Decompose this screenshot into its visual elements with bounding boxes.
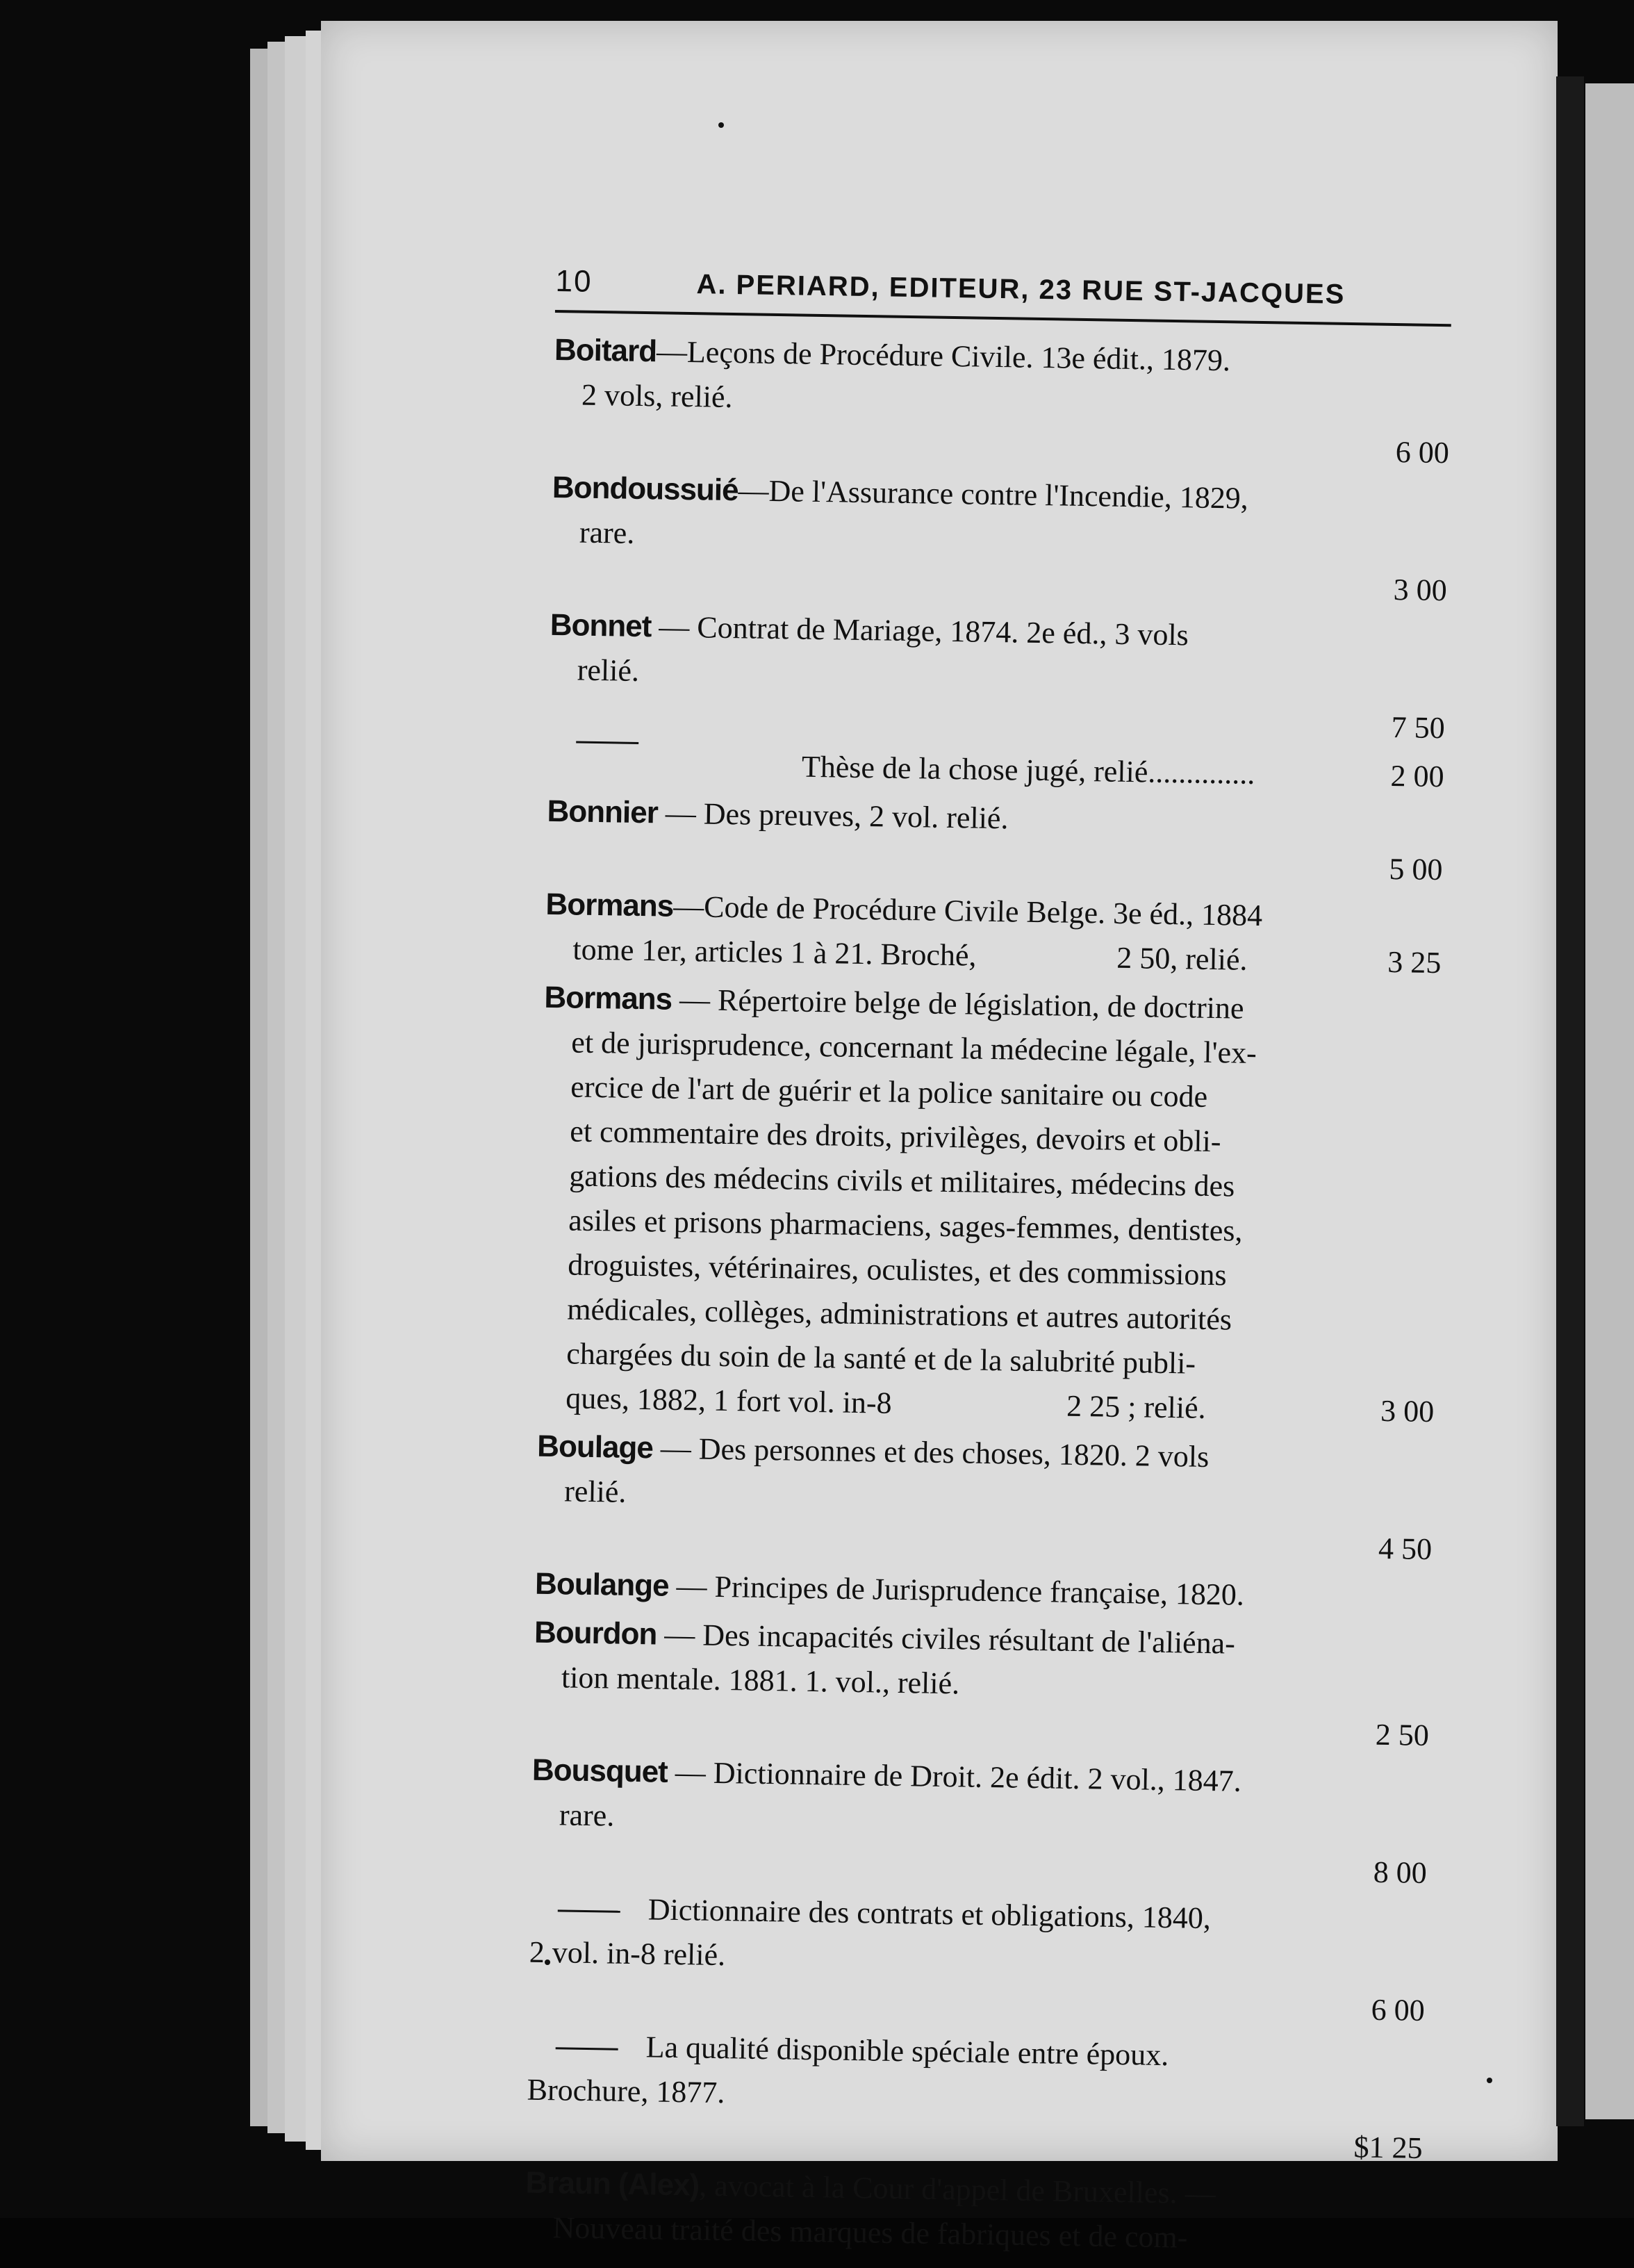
entry-price: 6 00 (1395, 435, 1450, 470)
entry-continuation: relié. (563, 1474, 627, 1509)
entry-author: Bormans (545, 887, 674, 923)
entry-first-line (547, 741, 1444, 799)
entry-author: Bormans (544, 980, 672, 1017)
entry-continuation: Brochure, 1877. (527, 2072, 725, 2110)
entry-continuation: rare. (559, 1798, 615, 1833)
catalog-entry (533, 1611, 1431, 1758)
entry-author: Braun (Alex) (525, 2165, 700, 2203)
entry-line: Nouveau traité des marques de fabriques et de com- (552, 2210, 1188, 2255)
entry-line: asiles et prisons pharmaciens, sages-femmes, dentistes, (568, 1203, 1243, 1248)
entry-price: 3 25 (1387, 944, 1442, 980)
entry-author: Bondoussuié (552, 470, 738, 508)
catalog-entry (547, 741, 1444, 799)
catalog-entry (526, 2023, 1424, 2171)
entry-title: — Contrat de Mariage, 1874. 2e éd., 3 vols (650, 609, 1189, 652)
entry-title: —Leçons de Procédure Civile. 13e édit., 1879. (656, 334, 1231, 378)
entry-title: — Principes de Jurisprudence française, 1820. (668, 1568, 1245, 1612)
entry-title: La qualité disponible spéciale entre époux. (645, 2030, 1169, 2073)
entry-title: —Code de Procédure Civile Belge. 3e éd., 1884 (672, 889, 1263, 933)
catalog-entry (548, 603, 1446, 750)
entry-line: chargées du soin de la santé et de la salubrité publi- (566, 1336, 1196, 1381)
entry-price: 6 00 (1371, 1992, 1426, 2028)
entry-price: 4 50 (1378, 1531, 1433, 1567)
entry-line: médicales, collèges, administrations et autres autorités (566, 1292, 1232, 1337)
entry-title: — Des incapacités civiles résultant de l'aliéna- (656, 1617, 1236, 1661)
entry-author: Boitard (554, 332, 657, 369)
entry-title: —De l'Assurance contre l'Incendie, 1829, (738, 473, 1249, 516)
entry-line: droguistes, vétérinaires, oculistes, et des commissions (567, 1247, 1227, 1292)
entry-price: 5 00 (1389, 851, 1443, 887)
entry-title: — Dictionnaire de Droit. 2e édit. 2 vol., 1847. (667, 1755, 1242, 1798)
entry-price: 7 50 (1391, 709, 1446, 746)
entry-price: 3 00 (1380, 1393, 1435, 1429)
entry-continuation: ques, 1882, 1 fort vol. in-8 (565, 1381, 892, 1420)
catalog-entry (535, 1562, 1432, 1620)
entry-line: et commentaire des droits, privilèges, devoirs et obli- (570, 1114, 1221, 1159)
entry-continuation: 2 vols, relié. (581, 377, 733, 415)
entry-title: Thèse de la chose jugé, relié.............. (801, 749, 1255, 791)
entry-first-line (535, 1562, 1432, 1620)
entry-line: gations des médecins civils et militaires, médecins des (569, 1158, 1235, 1203)
entry-line: ercice de l'art de guérir et la police sanitaire ou code (570, 1069, 1208, 1114)
catalog-entry (528, 1886, 1426, 2033)
next-page-edge (1585, 83, 1634, 2119)
catalog-entry (536, 1424, 1434, 1572)
scan-mark (97, 598, 110, 639)
binding-shadow (1556, 76, 1584, 2126)
entry-price: $1 25 (1353, 2130, 1423, 2165)
catalog-entry (546, 789, 1444, 892)
entry-price: 2 00 (1390, 758, 1444, 794)
catalog-entry (550, 466, 1449, 613)
catalog-entry (545, 882, 1442, 985)
entry-author: Boulange (534, 1566, 669, 1603)
entry-author: Bourdon (534, 1615, 657, 1652)
catalog-entry (553, 328, 1451, 475)
entry-binding-price: 2 50, relié. (1116, 940, 1248, 977)
entry-author: Bonnet (550, 607, 652, 644)
ditto-dash (558, 1910, 620, 1913)
page-number: 10 (555, 264, 593, 299)
entry-title: , avocat à la Cour d'appel de Bruxelles. — (698, 2168, 1216, 2211)
entry-line: et de jurisprudence, concernant la médecine légale, l'ex- (571, 1025, 1257, 1070)
entry-author: Boulage (536, 1429, 654, 1465)
entry-price: 3 00 (1393, 573, 1448, 608)
catalog-entry (525, 2161, 1422, 2264)
entry-title: — Des personnes et des choses, 1820. 2 vols (652, 1431, 1210, 1474)
publisher-line: A. PERIARD, EDITEUR, 23 RUE ST-JACQUES (696, 269, 1346, 310)
catalog-entry (538, 976, 1441, 1434)
entry-title: Dictionnaire des contrats et obligations, 1840, (647, 1892, 1212, 1936)
speck (718, 122, 724, 128)
entry-binding-price: 2 25 ; relié. (1066, 1388, 1206, 1425)
entry-author: Bousquet (531, 1752, 668, 1789)
entry-author: Bonnier (547, 794, 659, 830)
entry-continuation: tome 1er, articles 1 à 21. Broché, (572, 932, 977, 973)
ditto-dash (556, 2048, 618, 2051)
catalog-entry (530, 1748, 1428, 1896)
entry-price: 8 00 (1373, 1855, 1428, 1890)
entry-continuation: 2 vol. in-8 relié. (529, 1934, 726, 1973)
speck (1487, 2078, 1492, 2083)
entry-continuation: tion mentale. 1881. 1. vol., relié. (561, 1660, 960, 1701)
entry-continuation: relié. (577, 652, 640, 688)
entry-title: — Des preuves, 2 vol. relié. (657, 796, 1009, 836)
entry-price: 2 50 (1375, 1717, 1430, 1753)
page-content (525, 264, 1452, 2268)
entry-continuation: rare. (579, 515, 635, 550)
catalog-entries (525, 328, 1451, 2264)
ditto-dash (575, 741, 638, 787)
entry-title: — Répertoire belge de législation, de doctrine (671, 982, 1244, 1026)
